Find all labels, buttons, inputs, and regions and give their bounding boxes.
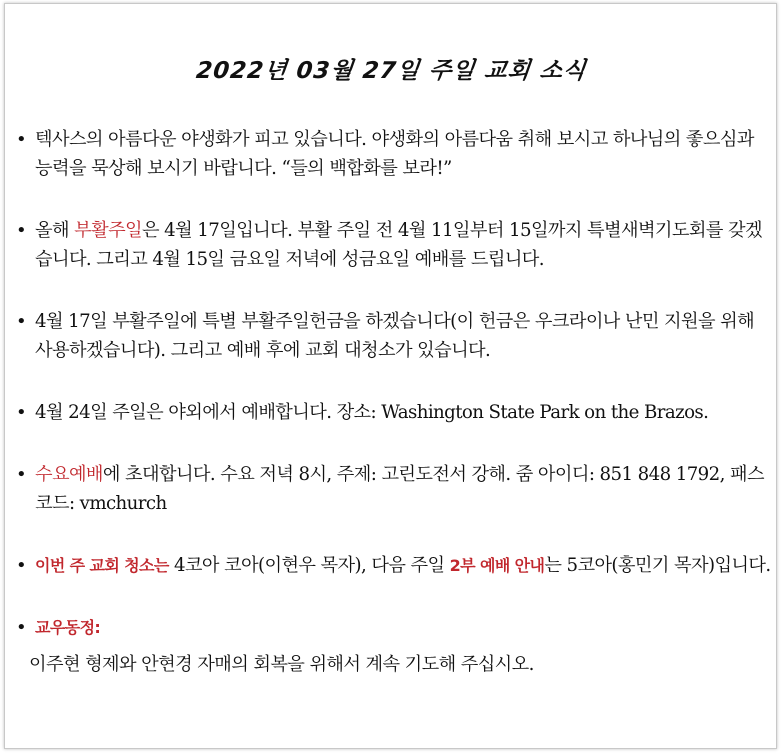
cleaning-highlight: 이번 주 교회 청소는	[35, 556, 169, 575]
cleaning-mid-text: 4코아 코아(이현우 목자), 다음 주일	[168, 555, 450, 576]
easter-pre-text: 올해	[35, 220, 75, 241]
list-item-offering	[14, 307, 774, 365]
wildflowers-text: 텍사스의 아름다운 야생화가 피고 있습니다. 야생화의 아름다움 취해 보시고 하나님의 좋으심과 능력을 묵상해 보시기 바랍니다. “들의 백합화를 보라!”	[35, 129, 754, 179]
cleaning-post-text: 는 5코아(홍민기 목자)입니다.	[544, 555, 771, 576]
news-list	[14, 125, 774, 679]
easter-highlight: 부활주일	[74, 220, 143, 241]
usher-highlight: 2부 예배 안내	[449, 556, 545, 575]
list-item-cleaning	[14, 551, 774, 580]
easter-post-text: 은 4월 17일입니다. 부활 주일 전 4월 11일부터 15일까지 특별새벽기도회를 갖겠습니다. 그리고 4월 15일 금요일 저녁에 성금요일 예배를 드립니다.	[35, 220, 762, 270]
member-news-heading: 교우동정:	[35, 618, 101, 637]
outdoor-worship-text: 4월 24일 주일은 야외에서 예배합니다. 장소: Washington State Park on the Brazos.	[35, 402, 709, 423]
list-item-wednesday-service	[14, 460, 774, 518]
wednesday-service-highlight: 수요예배	[35, 464, 103, 485]
list-item-wildflowers	[14, 125, 774, 183]
member-news-body: 이주현 형제와 안현경 자매의 회복을 위해서 계속 기도해 주십시오.	[29, 654, 534, 675]
list-item-easter	[14, 216, 774, 274]
offering-text: 4월 17일 부활주일에 특별 부활주일헌금을 하겠습니다(이 헌금은 우크라이나 난민 지원을 위해 사용하겠습니다). 그리고 예배 후에 교회 대청소가 있습니다.	[35, 311, 755, 361]
page-title: 2022년 03월 27일 주일 교회 소식	[194, 58, 588, 84]
list-item-member-news	[14, 613, 774, 679]
list-item-outdoor-worship	[14, 398, 774, 427]
wednesday-service-text: 에 초대합니다. 수요 저녁 8시, 주제: 고린도전서 강해. 줌 아이디: 851 848 1792, 패스코드: vmchurch	[35, 464, 764, 514]
